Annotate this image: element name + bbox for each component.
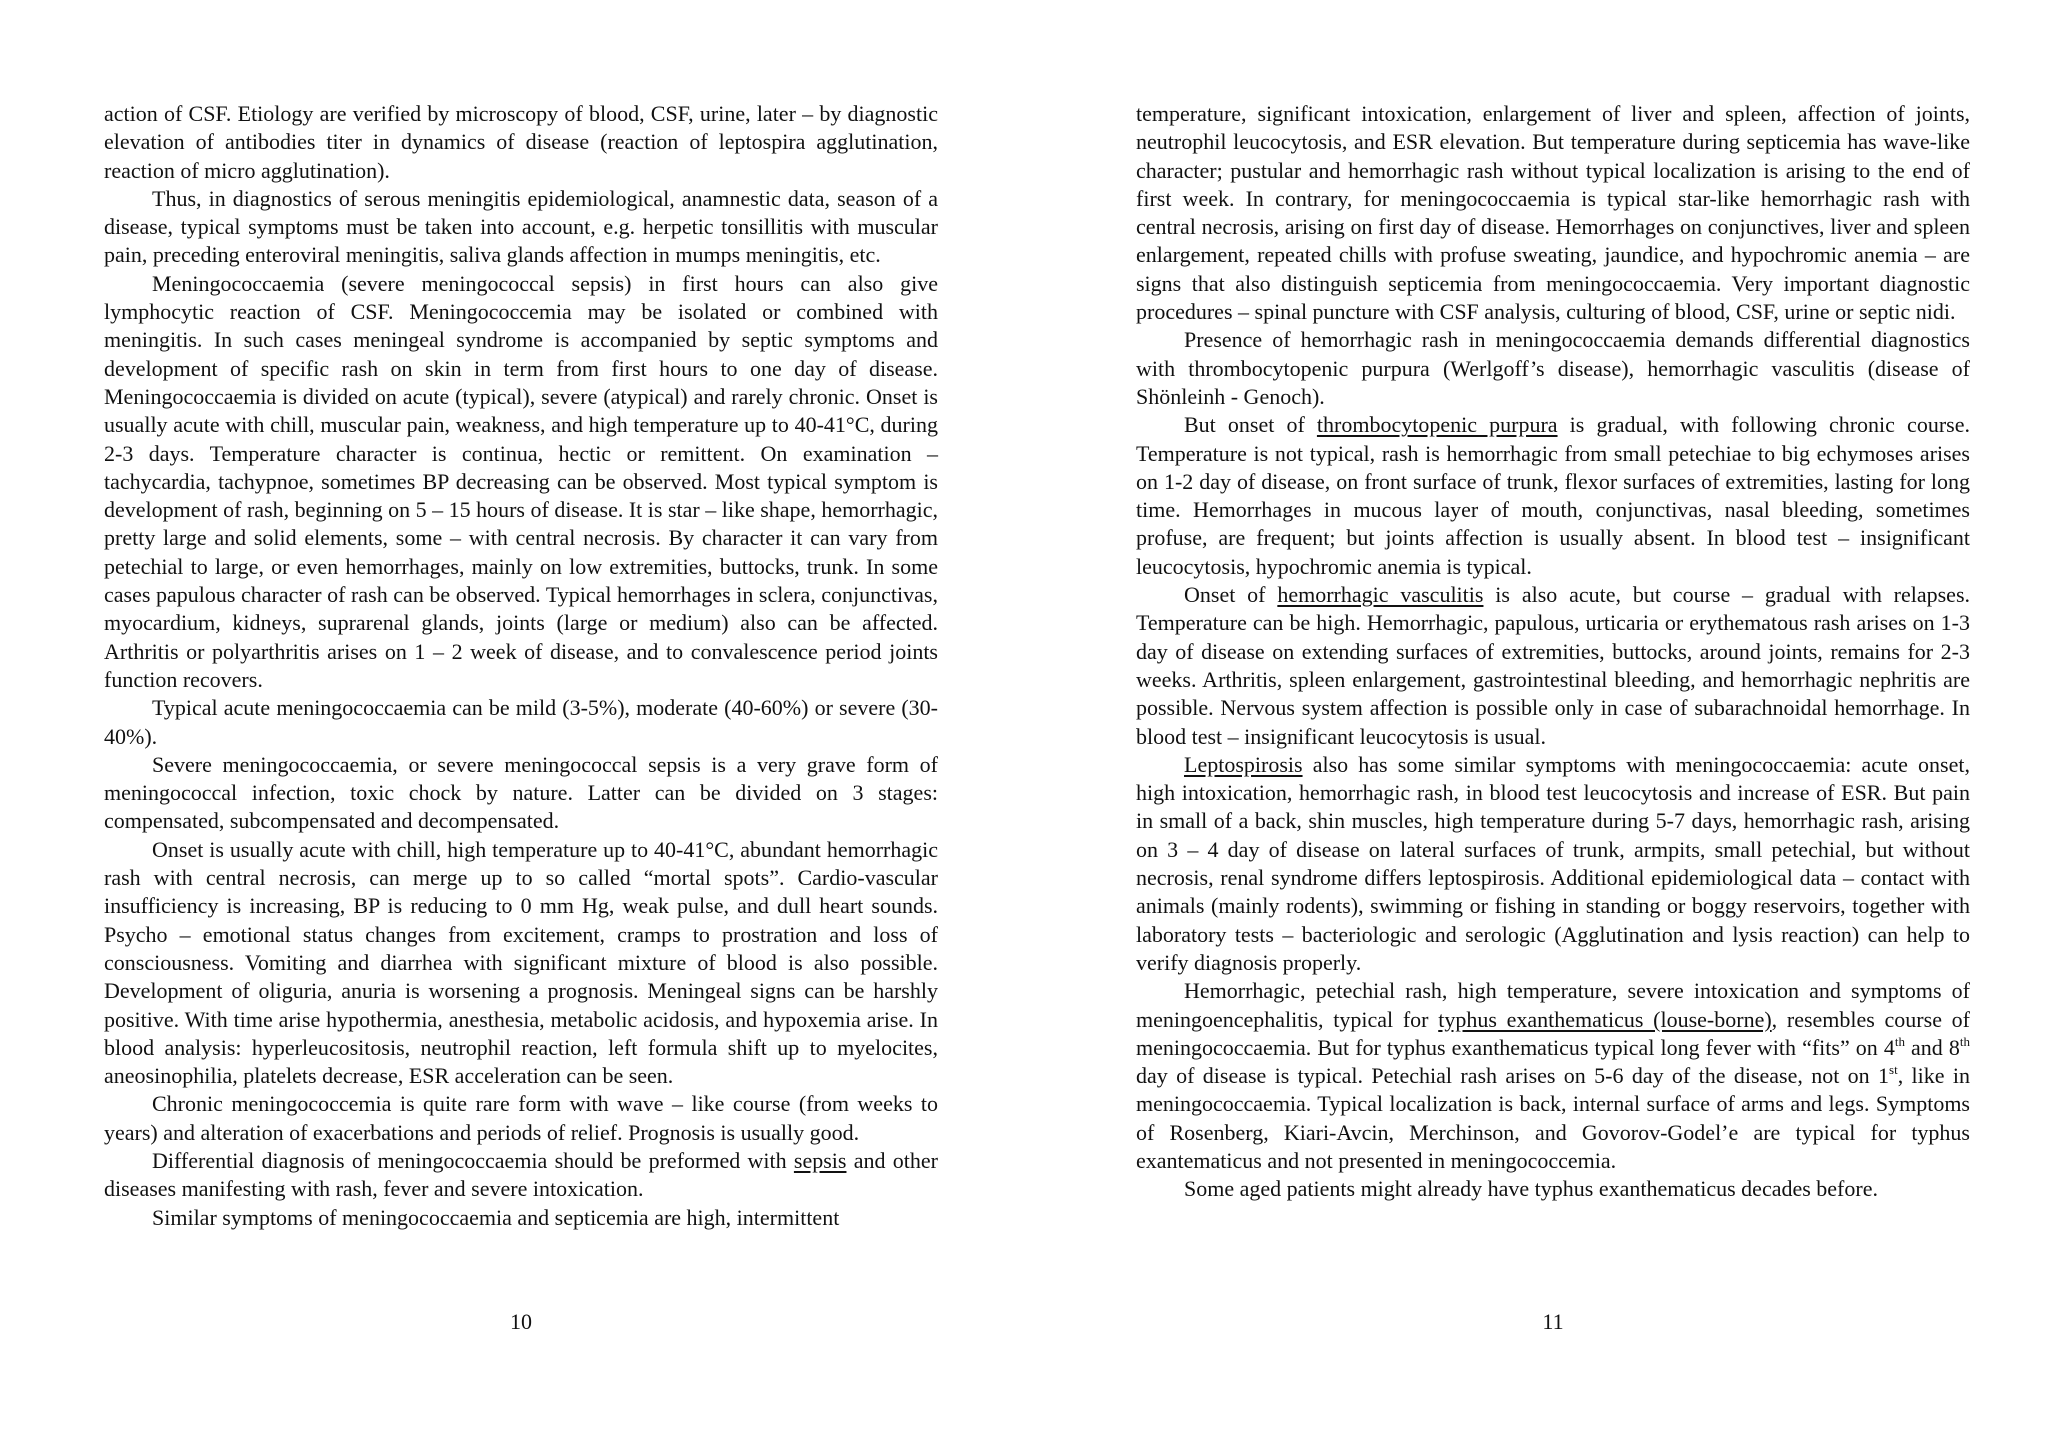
paragraph [104, 751, 938, 836]
text-run: But onset of [1184, 412, 1317, 438]
text-run: action of CSF. Etiology are verified by microscopy of blood, CSF, urine, later – by diagnostic elevation of antibodies titer in dynamics of disease (reaction of leptospira agglutination, reaction of micro agglutination). [104, 101, 938, 183]
text-run: Onset is usually acute with chill, high temperature up to 40-41°C, abundant hemorrhagic rash with central necrosis, can merge up to so called “mortal spots”. Cardio-vascular insufficiency is increasing, BP is reducing to 0 mm Hg, weak pulse, and dull heart sounds. Psycho – emotional status changes from excitement, cramps to prostration and loss of consciousness. Vomiting and diarrhea with significant mixture of blood is also possible. Development of oliguria, anuria is worsening a prognosis. Meningeal signs can be harshly positive. With time arise hypothermia, anesthesia, metabolic acidosis, and hypoxemia arise. In blood analysis: hyperleucositosis, neutrophil reaction, left formula shift up to myelocites, aneosinophilia, platelets decrease, ESR acceleration can be seen. [104, 836, 938, 1089]
text-run: , resembles course of meningococcaemia. But for typhus exanthematicus typical long fever with “fits” on 4 [1136, 1006, 1970, 1060]
paragraph [104, 1204, 938, 1232]
text-run: Hemorrhagic, petechial rash, high temperature, severe intoxication and symptoms of meningoencephalitis, typical for [1136, 978, 1970, 1032]
underlined-term: typhus exanthematicus (louse-borne) [1438, 1006, 1772, 1032]
text-run: Presence of hemorrhagic rash in meningococcaemia demands differential diagnostics with thrombocytopenic purpura (Werlgoff’s disease), hemorrhagic vasculitis (disease of Shönleinh - Genoch). [1136, 327, 1970, 409]
right-page-number: 11 [1542, 1309, 1564, 1334]
text-run: also has some similar symptoms with meningococcaemia: acute onset, high intoxication, hemorrhagic rash, in blood test leucocytosis and increase of ESR. But pain in small of a back, shin muscles, high temperature during 5-7 days, hemorrhagic rash, arising on 3 – 4 day of disease on lateral surfaces of trunk, armpits, small petechial, but without necrosis, renal syndrome differs leptospirosis. Additional epidemiological data – contact with animals (mainly rodents), swimming or fishing in standing or boggy reservoirs, together with laboratory tests – bacteriologic and serologic (Agglutination and lysis reaction) can help to verify diagnosis properly. [1136, 751, 1970, 975]
text-run: Thus, in diagnostics of serous meningitis epidemiological, anamnestic data, season of a disease, typical symptoms must be taken into account, e.g. herpetic tonsillitis with muscular pain, preceding enteroviral meningitis, saliva glands affection in mumps meningitis, etc. [104, 185, 938, 268]
text-run: is gradual, with following chronic course. Temperature is not typical, rash is hemorrhagic from small petechiae to big echymoses arises on 1-2 day of disease, on front surface of trunk, flexor surfaces of extremities, lasting for long time. Hemorrhages in mucous layer of mouth, conjunctivas, nasal bleeding, sometimes profuse, are frequent; but joints affection is usually absent. In blood test – insignificant leucocytosis, hypochromic anemia is typical. [1136, 412, 1970, 579]
paragraph [104, 1147, 938, 1204]
underlined-term: sepsis [793, 1147, 847, 1173]
left-page-text [104, 100, 938, 1232]
text-run: is also acute, but course – gradual with relapses. Temperature can be high. Hemorrhagic, papulous, urticaria or erythematous rash arises on 1-3 day of disease on extending surfaces of extremities, buttocks, around joints, remains for 2-3 weeks. Arthritis, spleen enlargement, gastrointestinal bleeding, and hemorrhagic nephritis are possible. Nervous system affection is possible only in case of subarachnoidal hemorrhage. In blood test – insignificant leucocytosis is usual. [1136, 582, 1971, 749]
right-page-text [1136, 100, 1970, 1204]
paragraph [1136, 411, 1970, 581]
left-page-number: 10 [510, 1309, 532, 1334]
text-run: temperature, significant intoxication, enlargement of liver and spleen, affection of joints, neutrophil leucocytosis, and ESR elevation. But temperature during septicemia has wave-like character; pustular and hemorrhagic rash without typical localization is arising to the end of first week. In contrary, for meningococcaemia is typical star-like hemorrhagic rash with central necrosis, arising on first day of disease. Hemorrhages on conjunctives, liver and spleen enlargement, repeated chills with profuse sweating, jaundice, and hypochromic anemia – are signs that also distinguish septicemia from meningococcaemia. Very important diagnostic procedures – spinal puncture with CSF analysis, culturing of blood, CSF, urine or septic nidi. [1136, 101, 1970, 325]
right-page [1136, 100, 1970, 1390]
superscript: th [1894, 1033, 1905, 1049]
text-run: Meningococcaemia (severe meningococcal sepsis) in first hours can also give lymphocytic reaction of CSF. Meningococcemia may be isolated or combined with meningitis. In such cases meningeal syndrome is accompanied by septic symptoms and development of specific rash on skin in term from first hours to one day of disease. Meningococcaemia is divided on acute (typical), severe (atypical) and rarely chronic. Onset is usually acute with chill, muscular pain, weakness, and high temperature up to 40-41°C, during 2-3 days. Temperature character is continua, hectic or remittent. On examination – tachycardia, tachypnoe, sometimes BP decreasing can be observed. Most typical symptom is development of rash, beginning on 5 – 15 hours of disease. It is star – like shape, hemorrhagic, pretty large and solid elements, some – with central necrosis. By character it can vary from petechial to large, or even hemorrhages, mainly on low extremities, buttocks, trunk. In some cases papulous character of rash can be observed. Typical hemorrhages in sclera, conjunctivas, myocardium, kidneys, suprarenal glands, joints (large or medium) also can be affected. Arthritis or polyarthritis arises on 1 – 2 week of disease, and to convalescence period joints function recovers. [104, 270, 938, 692]
text-run: day of disease is typical. Petechial rash arises on 5-6 day of the disease, not on 1 [1136, 1063, 1890, 1089]
text-run: , like in meningococcaemia. Typical localization is back, internal surface of arms and legs. Symptoms of Rosenberg, Kiari-Avcin, Merchinson, and Govorov-Godel’e are typical for typhus exantematicus and not presented in meningococcemia. [1136, 1063, 1970, 1173]
paragraph [1136, 100, 1970, 326]
text-run: and 8 [1904, 1034, 1960, 1060]
text-run: Severe meningococcaemia, or severe meningococcal sepsis is a very grave form of meningococcal infection, toxic chock by nature. Latter can be divided on 3 stages: compensated, subcompensated and decompensated. [104, 751, 938, 834]
underlined-term: Leptospirosis [1184, 751, 1303, 777]
text-run: and other diseases manifesting with rash, fever and severe intoxication. [104, 1147, 939, 1202]
text-run: Typical acute meningococcaemia can be mild (3-5%), moderate (40-60%) or severe (30-40%). [104, 695, 938, 749]
paragraph [104, 836, 938, 1091]
paragraph [1136, 977, 1970, 1175]
superscript: th [1959, 1033, 1970, 1049]
paragraph [104, 185, 938, 270]
paragraph [104, 1090, 938, 1147]
paragraph [1136, 1175, 1970, 1203]
text-run: Chronic meningococcemia is quite rare form with wave – like course (from weeks to years) and alteration of exacerbations and periods of relief. Prognosis is usually good. [104, 1091, 938, 1145]
paragraph [104, 694, 938, 751]
paragraph [104, 100, 938, 185]
text-run: Onset of [1184, 582, 1278, 608]
text-run: Similar symptoms of meningococcaemia and septicemia are high, intermittent [152, 1204, 840, 1230]
text-run: Differential diagnosis of meningococcaemia should be preformed with [152, 1147, 794, 1173]
text-run: Some aged patients might already have typhus exanthematicus decades before. [1184, 1176, 1878, 1202]
left-page [104, 100, 938, 1390]
superscript: st [1889, 1062, 1898, 1077]
paragraph [1136, 581, 1970, 751]
underlined-term: hemorrhagic vasculitis [1277, 582, 1484, 608]
underlined-term: thrombocytopenic purpura [1316, 412, 1558, 438]
paragraph [104, 270, 938, 694]
paragraph [1136, 326, 1970, 411]
paragraph [1136, 751, 1970, 977]
